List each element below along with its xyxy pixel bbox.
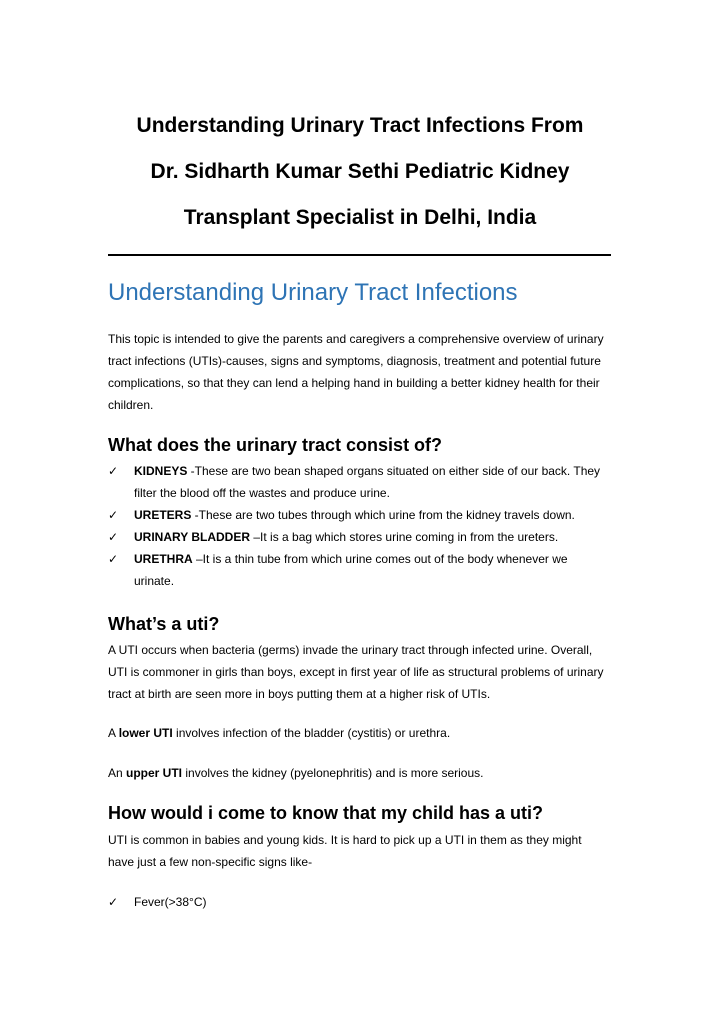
section-heading-signs: How would i come to know that my child has a uti? <box>108 803 544 823</box>
upper-uti-text: involves the kidney (pyelonephritis) and is more serious. <box>182 766 484 780</box>
desc-urinary-bladder: –It is a bag which stores urine coming in from the ureters. <box>250 530 559 544</box>
title-line-3: Transplant Specialist in Delhi, India <box>183 206 537 229</box>
term-urinary-bladder: URINARY BLADDER <box>134 530 251 544</box>
lower-uti-prefix: A <box>108 726 119 740</box>
list-item-fever <box>108 891 608 913</box>
upper-uti-prefix: An <box>108 766 127 780</box>
list-item-ureters <box>108 504 608 526</box>
list-item-kidneys <box>108 460 608 504</box>
section-heading-whats-a-uti: What’s a uti? <box>108 614 220 634</box>
upper-uti-term: upper UTI <box>126 766 183 780</box>
sign-fever: Fever(>38°C) <box>134 895 207 909</box>
checkmark-icon: ✓ <box>108 552 119 566</box>
title-line-2: Dr. Sidharth Kumar Sethi Pediatric Kidney <box>150 160 570 183</box>
checkmark-icon: ✓ <box>108 508 119 522</box>
lower-uti-term: lower UTI <box>118 726 173 740</box>
checkmark-icon: ✓ <box>108 895 119 909</box>
uti-definition-paragraph: A UTI occurs when bacteria (germs) invade the urinary tract through infected urine. Overall, UTI is commoner in girls than boys, except in first year of life as structural problems of urinary tract at birth are seen more in boys putting them at a higher risk of UTIs. <box>108 643 604 701</box>
checkmark-icon: ✓ <box>108 464 119 478</box>
checkmark-icon: ✓ <box>108 530 119 544</box>
term-kidneys: KIDNEYS <box>134 464 188 478</box>
list-item-urinary-bladder <box>108 526 608 548</box>
desc-kidneys: -These are two bean shaped organs situated on either side of our back. They filter the blood off the wastes and produce urine. <box>134 464 601 500</box>
lower-uti-text: involves infection of the bladder (cystitis) or urethra. <box>172 726 451 740</box>
term-ureters: URETERS <box>134 508 192 522</box>
title-divider <box>108 254 611 256</box>
upper-uti-paragraph <box>108 762 608 784</box>
document-title <box>108 103 612 241</box>
term-urethra: URETHRA <box>134 552 193 566</box>
desc-urethra: –It is a thin tube from which urine comes out of the body whenever we urinate. <box>134 552 568 588</box>
title-line-1: Understanding Urinary Tract Infections From <box>136 114 584 137</box>
intro-paragraph: This topic is intended to give the parents and caregivers a comprehensive overview of urinary tract infections (UTIs)-causes, signs and symptoms, diagnosis, treatment and potential future complications, so that they can lend a helping hand in building a better kidney health for their children. <box>108 332 604 412</box>
desc-ureters: -These are two tubes through which urine from the kidney travels down. <box>191 508 575 522</box>
signs-paragraph: UTI is common in babies and young kids. It is hard to pick up a UTI in them as they might have just a few non-specific signs like- <box>108 833 582 869</box>
list-item-urethra <box>108 548 608 592</box>
section-heading-urinary-tract: What does the urinary tract consist of? <box>108 435 443 455</box>
section-heading-main: Understanding Urinary Tract Infections <box>108 279 518 306</box>
lower-uti-paragraph <box>108 722 608 744</box>
